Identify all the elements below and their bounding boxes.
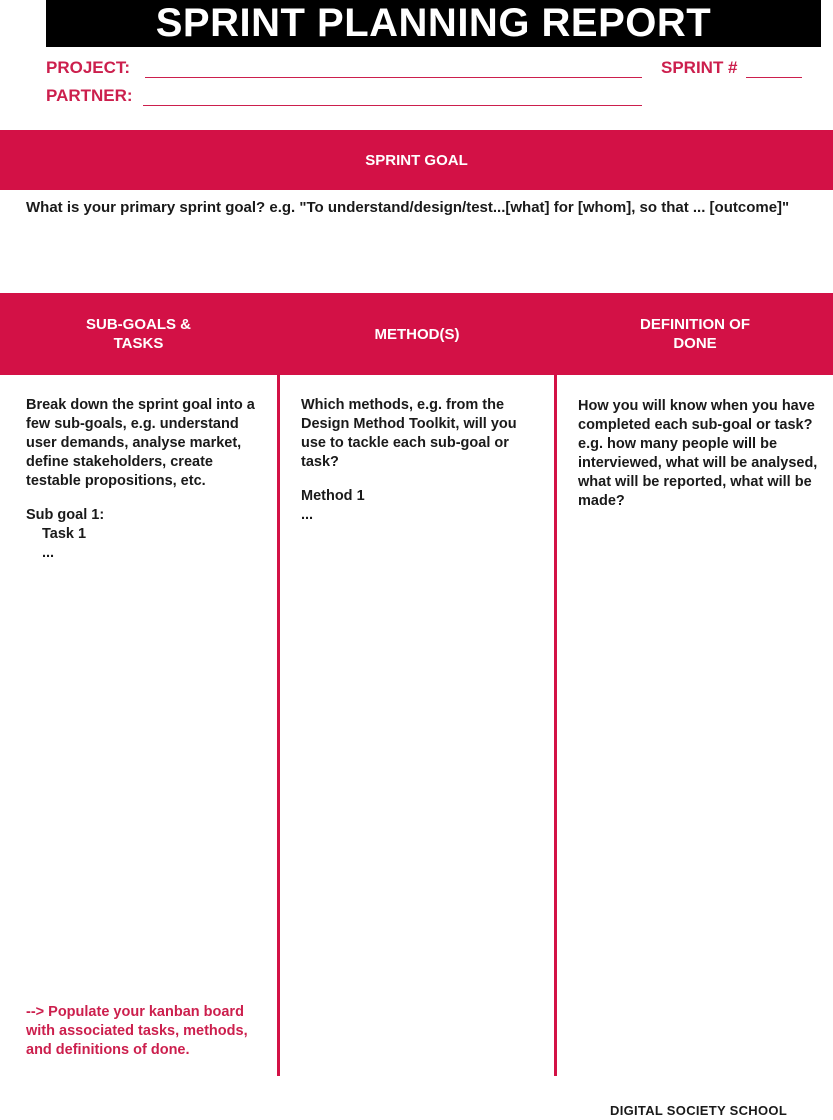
sprint-goal-prompt: What is your primary sprint goal? e.g. "To understand/design/test...[what] for [whom], so that ... [outcome]" xyxy=(26,199,790,216)
subgoals-column-header xyxy=(0,293,277,375)
sprint-number-label: SPRINT # xyxy=(661,58,738,77)
task-item-label: Task 1 xyxy=(42,526,87,542)
done-heading-line1: DEFINITION OF xyxy=(640,316,750,333)
methods-column-header xyxy=(280,293,554,375)
done-column-header xyxy=(557,293,833,375)
methods-heading: METHOD(S) xyxy=(374,325,460,343)
subgoals-ellipsis: ... xyxy=(42,545,55,561)
partner-label: PARTNER: xyxy=(46,86,133,105)
done-heading-line2: DONE xyxy=(673,335,717,352)
partner-field[interactable] xyxy=(143,105,642,106)
method-item-label: Method 1 xyxy=(301,488,365,504)
subgoals-column-content xyxy=(26,396,258,563)
subgoal-item-label: Sub goal 1: xyxy=(26,507,105,523)
sprint-number-field[interactable] xyxy=(746,77,802,78)
column-divider-right xyxy=(554,293,557,1076)
sprint-goal-header: SPRINT GOAL xyxy=(0,130,833,190)
page-title: SPRINT PLANNING REPORT xyxy=(46,0,821,47)
done-prompt: How you will know when you have completed each sub-goal or task? e.g. how many people will be interviewed, what will be analysed, what will be reported, what will be made? xyxy=(578,398,818,509)
project-label: PROJECT: xyxy=(46,58,131,77)
subgoals-heading-line1: SUB-GOALS & xyxy=(86,316,191,333)
kanban-note: --> Populate your kanban board with associated tasks, methods, and definitions of done. xyxy=(26,1004,248,1058)
subgoals-heading-line2: TASKS xyxy=(113,335,164,352)
column-divider-left xyxy=(277,293,280,1076)
methods-ellipsis: ... xyxy=(301,507,314,523)
done-column-content xyxy=(578,397,818,526)
project-field[interactable] xyxy=(145,77,642,78)
methods-column-content xyxy=(301,396,537,525)
methods-prompt: Which methods, e.g. from the Design Method Toolkit, will you use to tackle each sub-goal or task? xyxy=(301,397,517,470)
organization-footer: DIGITAL SOCIETY SCHOOL xyxy=(610,1103,788,1118)
subgoals-prompt: Break down the sprint goal into a few sub-goals, e.g. understand user demands, analyse market, define stakeholders, create testable propositions, etc. xyxy=(26,397,255,489)
